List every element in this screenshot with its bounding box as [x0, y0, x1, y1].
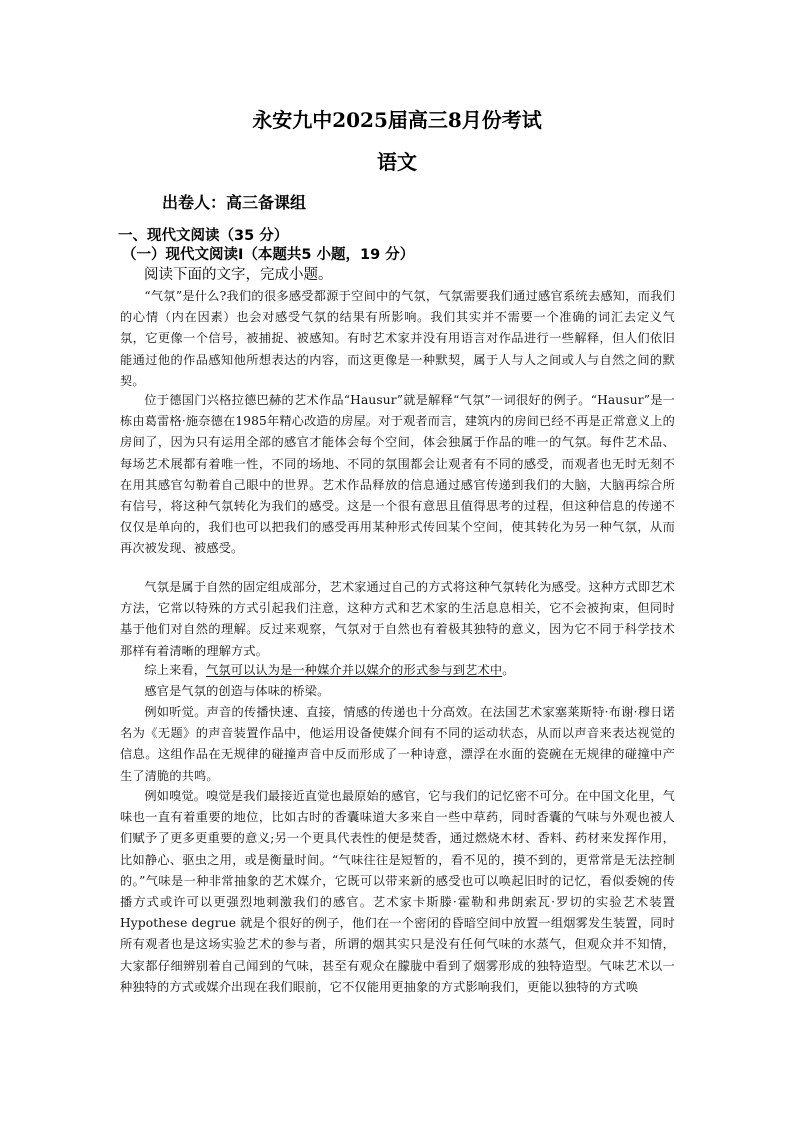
section-heading: 一、现代文阅读（35 分）	[118, 228, 289, 244]
passage-paragraph-2	[120, 390, 675, 560]
subsection-heading: （一）现代文阅读Ⅰ（本题共5 小题，19 分）	[122, 247, 415, 263]
passage-paragraph-4	[120, 660, 675, 681]
underlined-sentence: 气氛可以认为是一种媒介并以媒介的形式参与到艺术中	[206, 663, 503, 677]
passage-paragraph-6	[120, 702, 675, 787]
passage-paragraph-1	[120, 286, 675, 392]
passage-paragraph-3	[120, 577, 675, 662]
passage-paragraph-5	[120, 681, 675, 702]
paragraph-text: 例如听觉。声音的传播快速、直接，情感的传递也十分高效。在法国艺术家塞莱斯特·布谢·穆日诺名为《无题》的声音装置作品中，他运用设备使媒介间有不同的运动状态，从而以声音来表达视觉的信息。这组作品在无规律的碰撞声音中反而形成了一种诗意，漂浮在水面的瓷碗在无规律的碰撞中产生了清脆的共鸣。	[120, 705, 675, 783]
passage-paragraph-7	[120, 786, 675, 998]
paragraph-text: “气氛”是什么?我们的很多感受都源于空间中的气氛，气氛需要我们通过感官系统去感知，而我们的心情（内在因素）也会对感受气氛的结果有所影响。我们其实并不需要一个准确的词汇去定义气氛，它更像一个信号，被捕捉、被感知。有时艺术家并没有用语言对作品进行一些解释，但人们依旧能通过他的作品感知他所想表达的内容，而这更像是一种默契，属于人与人之间或人与自然之间的默契。	[120, 289, 675, 388]
exam-title: 永安九中2025届高三8月份考试	[252, 108, 542, 132]
reading-instruction: 阅读下面的文字，完成小题。	[144, 267, 333, 283]
paragraph-text: 气氛是属于自然的固定组成部分，艺术家通过自己的方式将这种气氛转化为感受。这种方式即艺术方法，它常以特殊的方式引起我们注意，这种方式和艺术家的生活息息相关，它不会被拘束，但同时基于他们对自然的理解。反过来观察，气氛对于自然也有着极其独特的意义，因为它不同于科学技术那样有着清晰的理解方式。	[120, 580, 675, 658]
paragraph-text: 例如嗅觉。嗅觉是我们最接近直觉也最原始的感官，它与我们的记忆密不可分。在中国文化里，气味也一直有着重要的地位，比如古时的香囊味道大多来自一些中草药，同时香囊的气味与外观也被人们赋予了更多更重要的意义;另一个更具代表性的便是焚香，通过燃烧木材、香料、药材来发挥作用，比如静心、驱虫之用，或是衡量时间。“气味往往是短暂的，看不见的，摸不到的，更常常是无法控制的。”气味是一种非常抽象的艺术媒介，它既可以带来新的感受也可以唤起旧时的记忆，看似委婉的传播方式或许可以更强烈地刺激我们的感官。艺术家卡斯滕·霍勒和弗朗索瓦·罗切的实验艺术装置 Hypothese degrue 就是个很好的例子，他们在一个密闭的昏暗空间中放置一组烟雾发生装置，同时所有观者也是这场实验艺术的参与者，所谓的烟其实只是没有任何气味的水蒸气，但观众并不知情，大家都仔细辨别着自己闻到的气味，甚至有观众在朦胧中看到了烟雾形成的独特造型。气味艺术以一种独特的方式或媒介出现在我们眼前，它不仅能用更抽象的方式影响我们，更能以独特的方式唤	[120, 789, 675, 994]
paragraph-text: 感官是气氛的创造与体味的桥梁。	[144, 684, 330, 698]
paragraph-text	[120, 660, 675, 681]
paragraph-prefix: 综上来看，	[144, 663, 207, 677]
exam-author: 出卷人：高三备课组	[162, 193, 307, 212]
subject-title: 语文	[377, 150, 417, 174]
paragraph-text: 位于德国门兴格拉德巴赫的艺术作品“Hausur”就是解释“气氛”一词很好的例子。“Hausur”是一栋由葛雷格·施奈德在1985年精心改造的房屋。对于观者而言，建筑内的房间已经不再是正常意义上的房间了，因为只有运用全部的感官才能体会每个空间，体会独属于作品的唯一的气氛。每件艺术品、每场艺术展都有着唯一性，不同的场地、不同的氛围都会让观者有不同的感受，而观者也无时无刻不在用其感官勾勒着自己眼中的世界。艺术作品释放的信息通过感官传递到我们的大脑，大脑再综合所有信号，将这种气氛转化为我们的感受。这是一个很有意思且值得思考的过程，但这种信息的传递不仅仅是单向的，我们也可以把我们的感受再用某种形式传回某个空间，使其转化为另一种气氛，从而再次被发现、被感受。	[120, 393, 675, 556]
paragraph-suffix: 。	[502, 663, 515, 677]
